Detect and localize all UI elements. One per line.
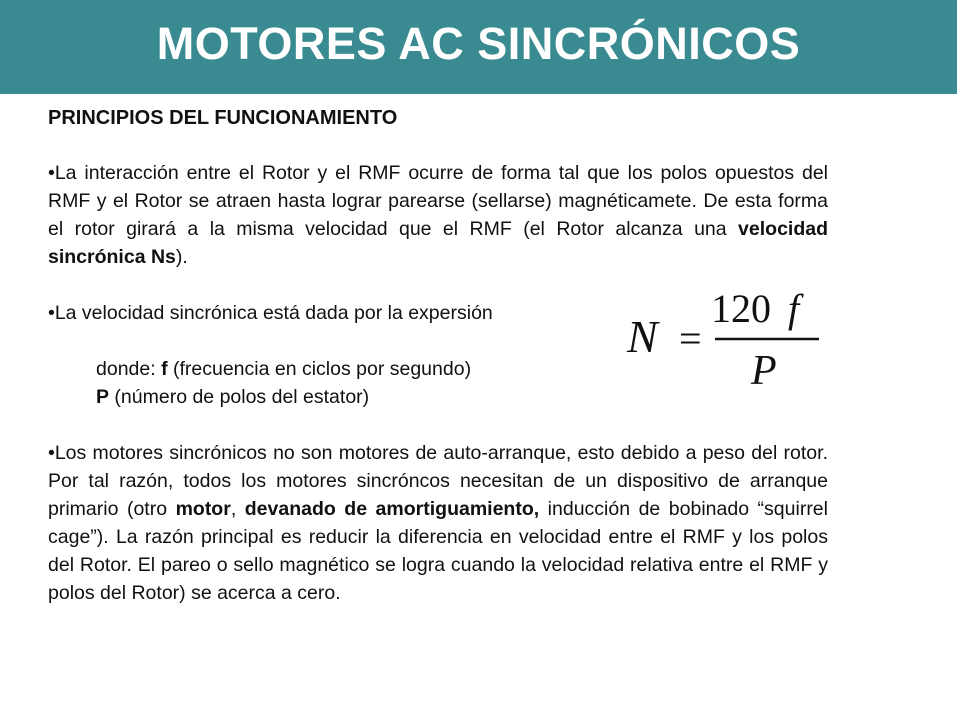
where-p-desc: (número de polos del estator) bbox=[109, 386, 370, 408]
para1-bold: velocidad sincrónica Ns bbox=[48, 218, 828, 268]
formula-denominator-p: P bbox=[751, 348, 777, 394]
paragraph-interaction bbox=[48, 159, 828, 271]
title-banner bbox=[0, 0, 957, 94]
slide-title: MOTORES AC SINCRÓNICOS bbox=[156, 18, 801, 69]
para3-bold-motor: motor bbox=[175, 498, 231, 520]
para1-text-b: ). bbox=[175, 246, 188, 268]
formula-equals: = bbox=[679, 316, 702, 361]
para3-bold-devanado: devanado de amortiguamiento, bbox=[244, 498, 540, 520]
formula-numerator-number: 120 bbox=[711, 286, 771, 331]
where-f-desc: (frecuencia en ciclos por segundo) bbox=[167, 358, 472, 380]
where-f-symbol: f bbox=[161, 358, 168, 380]
where-label: donde: bbox=[96, 358, 162, 380]
section-heading: PRINCIPIOS DEL FUNCIONAMIENTO bbox=[48, 107, 398, 129]
para3-text-2: , bbox=[230, 498, 245, 520]
formula-numerator-f: f bbox=[788, 286, 800, 331]
paragraph-expression: •La velocidad sincrónica está dada por la expersión bbox=[48, 302, 493, 324]
spacer bbox=[48, 411, 828, 439]
para1-text-a: •La interacción entre el Rotor y el RMF ocurre de forma tal que los polos opuestos del RMF y el Rotor se atraen hasta lograr parearse (sellarse) magnéticamete. De esta forma el rotor girará a la misma velocidad que el RMF (el Rotor alcanza una bbox=[48, 162, 828, 240]
paragraph-self-start bbox=[48, 439, 828, 607]
synchronous-speed-formula bbox=[625, 284, 825, 394]
formula-lhs: N bbox=[627, 311, 658, 362]
para3-text-1: •Los motores sincrónicos no son motores de auto-arranque, esto debido a peso del rotor. Por tal razón, todos los motores sincróncos necesitan de un dispositivo de arranque primario (otro bbox=[48, 442, 828, 520]
where-p-symbol: P bbox=[96, 386, 110, 408]
para3-text-3: inducción de bobinado “squirrel cage”). La razón principal es reducir la diferencia en velocidad entre el RMF y los polos del Rotor. El pareo o sello magnético se logra cuando la velocidad relativa entre el RMF y polos del Rotor) se acerca a cero. bbox=[48, 498, 828, 604]
